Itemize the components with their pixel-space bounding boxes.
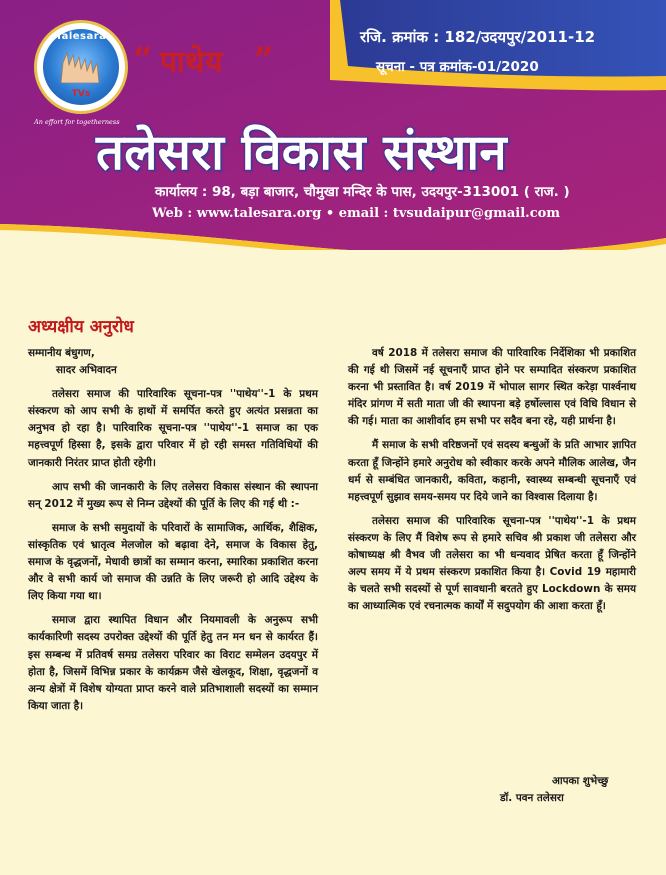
right-column [348, 345, 636, 622]
salutation: सम्मानीय बंधुगण, [28, 347, 95, 359]
logo-wordmark: Talesara [55, 31, 107, 42]
paragraph: समाज के सभी समुदायों के परिवारों के सामाजिक, आर्थिक, शैक्षिक, सांस्कृतिक एवं भ्रातृत्व मेलजोल को बढ़ावा देने, समाज के विकास हेतु, समाज के वृद्धजनों, मेधावी छात्रों का सम्मान करना, स्मारिका प्रकाशित करना और वे सभी कार्य जो समाज की उन्नति के लिए जरूरी हो आदि उद्देश्य के लिए किया गया था। [28, 521, 318, 603]
logo-tagline: An effort for togetherness [34, 118, 120, 126]
bulletin-number: सूचना - पत्र क्रमांक-01/2020 [376, 59, 539, 75]
sign-off-regards: आपका शुभेच्छु [552, 775, 609, 787]
web-email-line: Web : www.talesara.org • email : tvsudaipur@gmail.com [152, 206, 561, 221]
office-address: कार्यालय : 98, बड़ा बाजार, चौमुखा मन्दिर के पास, उदयपुर-313001 ( राज. ) [155, 184, 570, 200]
paragraph: तलेसरा समाज की पारिवारिक सूचना-पत्र ''पाथेय''-1 के प्रथम संस्करण के लिए मैं विशेष रूप से हमारे सचिव श्री प्रकाश जी तलेसरा और कोषाध्यक्ष श्री वैभव जी तलेसरा का भी धन्यवाद प्रेषित करता हूँ जिन्होंने अल्प समय में ये प्रथम संस्करण प्रकाशित किया है। Covid 19 महामारी के चलते सभी सदस्यों से पूर्ण सावधानी बरतते हुए Lockdown के समय का आध्यात्मिक एवं रचनात्मक कार्यों में सदुपयोग की आशा करता हूँ। [348, 514, 636, 613]
paragraph: समाज द्वारा स्थापित विधान और नियमावली के अनुरूप सभी कार्यकारिणी सदस्य उपरोक्त उद्देश्यों की पूर्ति हेतु तन मन धन से कार्यरत हैं। इस सम्बन्ध में प्रतिवर्ष समग्र तलेसरा परिवार का विराट सम्मेलन उदयपुर में होता है, जिसमें विभिन्न प्रकार के कार्यक्रम जैसे खेलकूद, शिक्षा, वृद्धजनों व अन्य क्षेत्रों में विशेष योग्यता प्राप्त करने वाले प्रतिभाशाली सदस्यों का सम्मान किया जाता है। [28, 614, 318, 712]
greeting: सादर अभिवादन [56, 364, 117, 377]
paragraph: मैं समाज के सभी वरिष्ठजनों एवं सदस्य बन्धुओं के प्रति आभार ज्ञापित करता हूँ जिन्होंने हमारे अनुरोध को स्वीकार करके अपने मौलिक आलेख, जैन धर्म से सम्बंधित जानकारी, कविता, कहानी, स्वास्थ्य सम्बन्धी सूचनाएँ एवं महत्त्वपूर्ण सुझाव समय-समय पर दिये जाने का विश्वास दिलाया है। [348, 439, 636, 503]
logo-short-name: TVs [71, 89, 91, 99]
title-quote-open: “ [133, 40, 153, 80]
left-column [28, 345, 318, 722]
paragraph: वर्ष 2018 में तलेसरा समाज की पारिवारिक निर्देशिका भी प्रकाशित की गई थी जिसमें नई सूचनाएँ प्राप्त होने पर सम्पादित संस्करण प्रकाशित करना भी प्रस्तावित है। वर्ष 2019 में भोपाल सागर स्थित करेड़ा पार्श्वनाथ मंदिर प्रांगण में सती माता जी की स्थापना बड़े हर्षोल्लास एवं विधि विधान से की गई। माता का आशीर्वाद हम सभी पर सदैव बना रहे, यही प्रार्थना है। [348, 347, 636, 428]
raised-hands-icon [55, 49, 107, 83]
paragraph: आप सभी की जानकारी के लिए तलेसरा विकास संस्थान की स्थापना सन् 2012 में मुख्य रूप से निम्न उद्देश्यों की पूर्ति के लिए की गई थी :- [28, 480, 318, 510]
letter-heading: अध्यक्षीय अनुरोध [28, 317, 134, 337]
title-quote-close: ” [254, 40, 274, 80]
talesara-logo [34, 20, 128, 114]
paragraph: तलेसरा समाज की पारिवारिक सूचना-पत्र ''पाथेय''-1 के प्रथम संस्करण को आप सभी के हाथों में समर्पित करते हुए अत्यंत प्रसन्नता का अनुभव हो रहा है। पारिवारिक सूचना-पत्र ''पाथेय''-1 समाज का एक महत्त्वपूर्ण हिस्सा है, इसके द्वारा परिवार में हो रही समस्त गतिविधियों की जानकारी निरंतर प्राप्त होती रहेगी। [28, 388, 318, 469]
signatory-name: डॉ. पवन तलेसरा [500, 792, 564, 804]
registration-number: रजि. क्रमांक : 182/उदयपुर/2011-12 [360, 28, 596, 46]
organisation-name: तलेसरा विकास संस्थान [96, 124, 507, 181]
magazine-title: पाथेय [160, 45, 223, 80]
